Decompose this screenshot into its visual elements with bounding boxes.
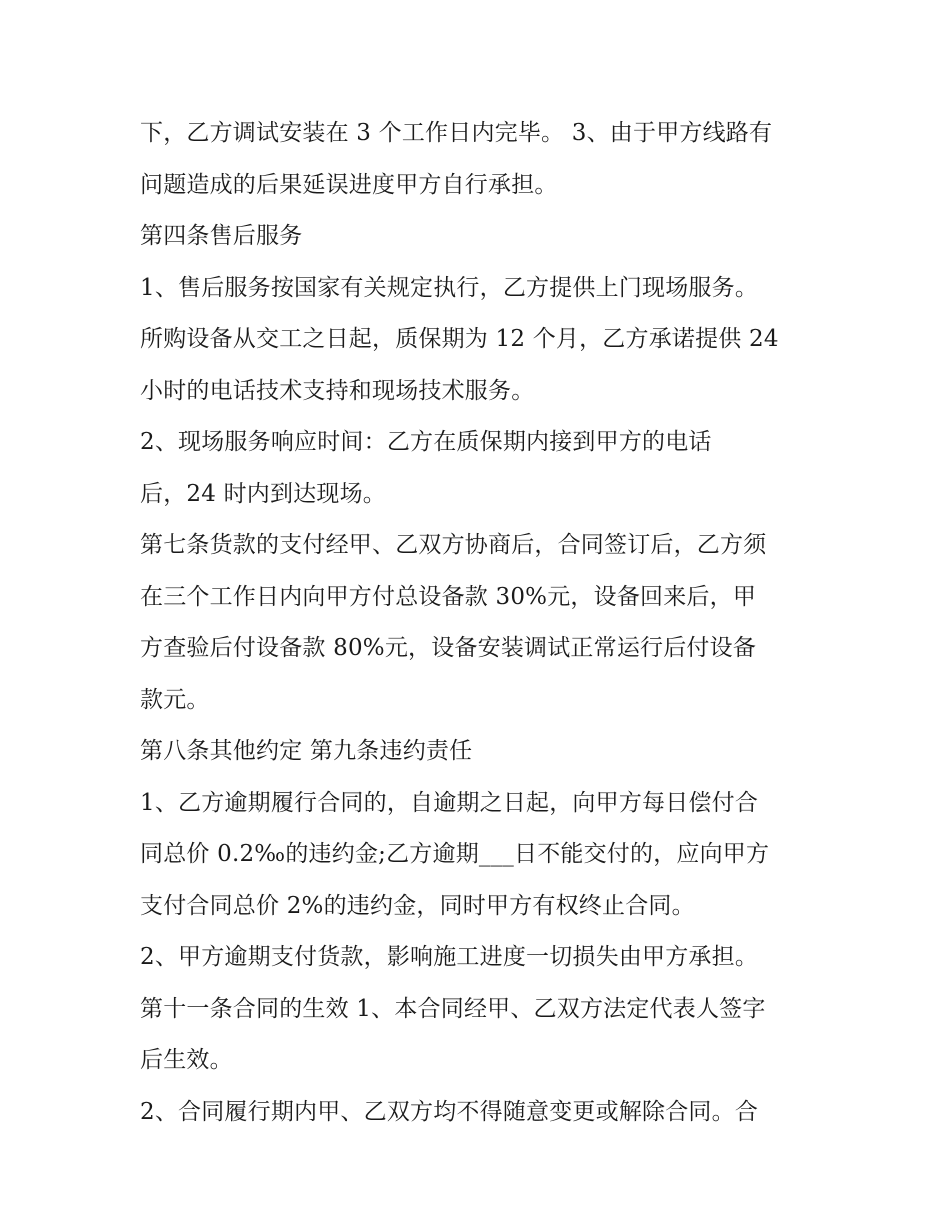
text-line: 在三个工作日内向甲方付总设备款 30%元，设备回来后，甲 xyxy=(140,583,757,610)
text-line: 问题造成的后果延误进度甲方自行承担。 xyxy=(140,171,558,198)
section-heading: 第四条售后服务 xyxy=(140,223,303,249)
text-line: 1、售后服务按国家有关规定执行，乙方提供上门现场服务。 xyxy=(140,274,759,301)
text-line: 支付合同总价 2%的违约金，同时甲方有权终止合同。 xyxy=(140,892,695,919)
text-line: 方查验后付设备款 80%元，设备安装调试正常运行后付设备 xyxy=(140,635,757,661)
document-body xyxy=(140,108,820,1138)
section-heading: 第十一条合同的生效 1、本合同经甲、乙双方法定代表人签字 xyxy=(140,995,766,1022)
text-line: 下，乙方调试安装在 3 个工作日内完毕。 3、由于甲方线路有 xyxy=(140,120,773,146)
text-line: 2、合同履行期内甲、乙双方均不得随意变更或解除合同。合 xyxy=(140,1098,759,1125)
section-heading: 第八条其他约定 第九条违约责任 xyxy=(140,738,473,764)
text-line: 所购设备从交工之日起，质保期为 12 个月，乙方承诺提供 24 xyxy=(140,326,779,352)
text-line: 小时的电话技术支持和现场技术服务。 xyxy=(140,377,535,404)
text-line: 款元。 xyxy=(140,686,210,713)
section-heading: 第七条货款的支付经甲、乙双方协商后，合同签订后，乙方须 xyxy=(140,532,767,558)
text-line: 1、乙方逾期履行合同的，自逾期之日起，向甲方每日偿付合 xyxy=(140,789,759,816)
text-line: 2、甲方逾期支付货款，影响施工进度一切损失由甲方承担。 xyxy=(140,944,759,970)
text-line: 同总价 0.2‰的违约金;乙方逾期___日不能交付的，应向甲方 xyxy=(140,841,770,867)
text-line: 2、现场服务响应时间：乙方在质保期内接到甲方的电话 xyxy=(140,429,712,455)
text-line: 后生效。 xyxy=(140,1047,233,1073)
text-line: 后，24 时内到达现场。 xyxy=(140,480,386,507)
